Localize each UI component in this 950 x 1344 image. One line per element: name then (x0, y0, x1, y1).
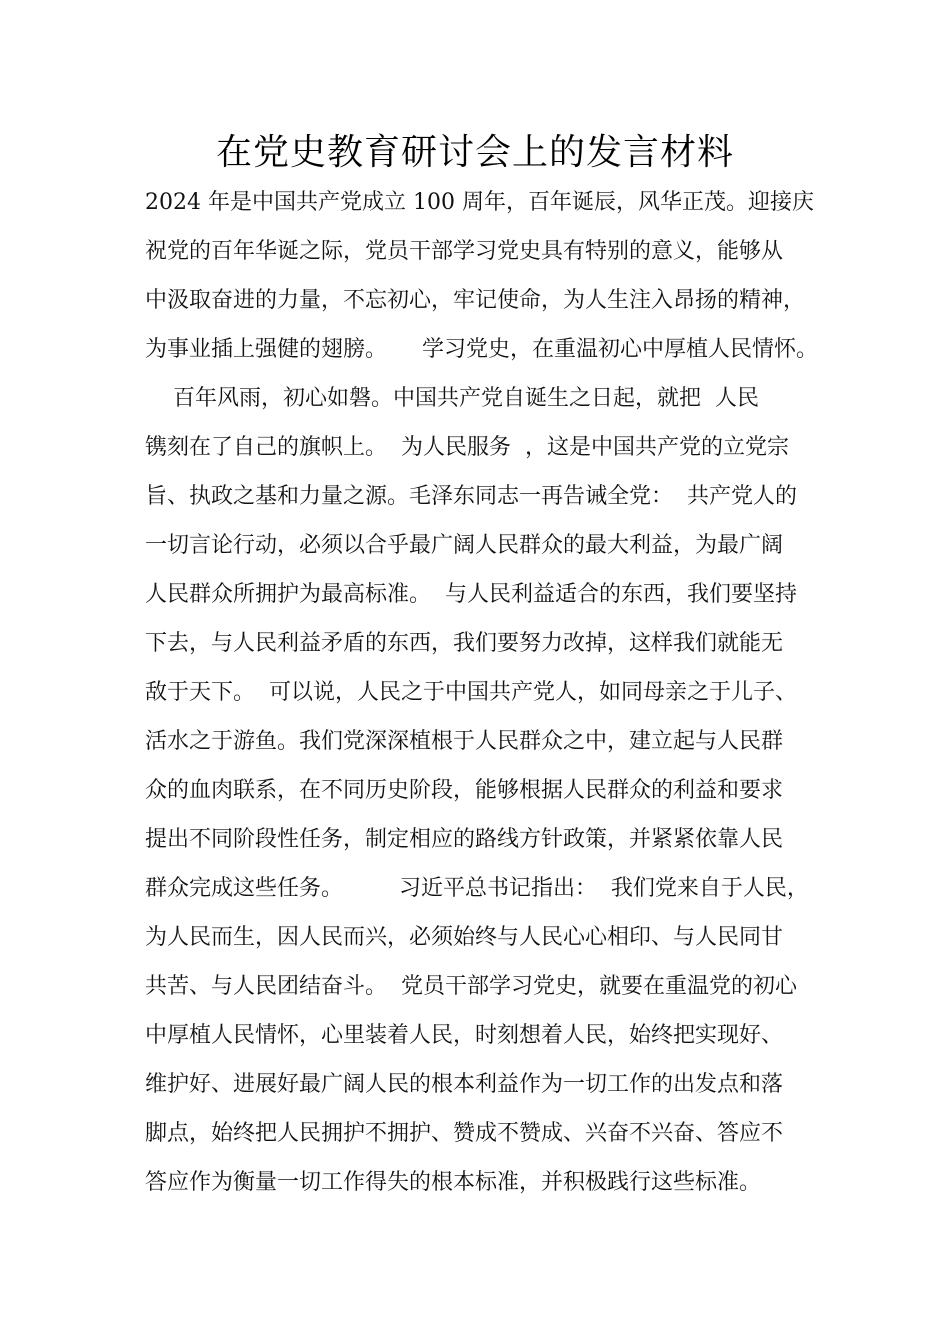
body-line: 提出不同阶段性任务，制定相应的路线方针政策，并紧紧依靠人民 (145, 827, 784, 852)
body-line: 祝党的百年华诞之际，党员干部学习党史具有特别的意义，能够从 (145, 239, 784, 264)
body-line: 敌于天下。 可以说，人民之于中国共产党人，如同母亲之于儿子、 (145, 680, 797, 705)
body-line: 众的血肉联系，在不同历史阶段，能够根据人民群众的利益和要求 (145, 778, 784, 803)
body-line: 中汲取奋进的力量，不忘初心，牢记使命，为人生注入昂扬的精神， (145, 288, 806, 313)
body-line: 旨、执政之基和力量之源。毛泽东同志一再告诫全党： 共产党人的 (145, 484, 797, 509)
body-line: 为事业插上强健的翅膀。 学习党史，在重温初心中厚植人民情怀。 (145, 337, 818, 362)
body-line: 活水之于游鱼。我们党深深植根于人民群众之中，建立起与人民群 (145, 729, 784, 754)
body-line: 一切言论行动，必须以合乎最广阔人民群众的最大利益，为最广阔 (145, 533, 784, 558)
body-line: 共苦、与人民团结奋斗。 党员干部学习党史，就要在重温党的初心 (145, 974, 797, 999)
body-line: 为人民而生，因人民而兴，必须始终与人民心心相印、与人民同甘 (145, 925, 784, 950)
body-line: 百年风雨，初心如磐。中国共产党自诞生之日起，就把 人民 (145, 386, 759, 411)
body-line: 中厚植人民情怀，心里装着人民，时刻想着人民，始终把实现好、 (145, 1023, 784, 1048)
body-line: 人民群众所拥护为最高标准。 与人民利益适合的东西，我们要坚持 (145, 582, 797, 607)
body-line: 群众完成这些任务。 习近平总书记指出： 我们党来自于人民， (145, 876, 809, 901)
body-line: 答应作为衡量一切工作得失的根本标准，并积极践行这些标准。 (145, 1170, 762, 1195)
body-line: 2024 年是中国共产党成立 100 周年，百年诞辰，风华正茂。迎接庆 (145, 190, 814, 215)
body-line: 维护好、进展好最广阔人民的根本利益作为一切工作的出发点和落 (145, 1072, 784, 1097)
body-line: 镌刻在了自己的旗帜上。 为人民服务 ，这是中国共产党的立党宗 (145, 435, 789, 460)
document-body (145, 178, 825, 1207)
body-line: 下去，与人民利益矛盾的东西，我们要努力改掉，这样我们就能无 (145, 631, 784, 656)
document-title: 在党史教育研讨会上的发言材料 (215, 132, 734, 173)
body-line: 脚点，始终把人民拥护不拥护、赞成不赞成、兴奋不兴奋、答应不 (145, 1121, 784, 1146)
